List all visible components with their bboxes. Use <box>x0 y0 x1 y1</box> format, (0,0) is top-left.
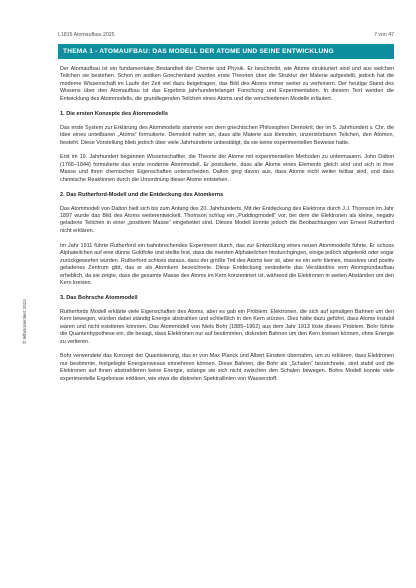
section-2-paragraph-1: Das Atommodell von Dalton hielt sich bis zum Anfang des 20. Jahrhunderts. Mit der Entdeckung des Elektrons durch J.J. Thomson im Jahr 1897 wurde das Bild des Atoms weiterentwickelt. Thomson schlug ein „Puddingmodell“ vor, bei dem die Elektronen als kleine, negativ geladene Teilchen in einer „positiven Masse“ eingebettet sind. Dieses Modell konnte jedoch die Beobachtungen von Ernest Rutherford nicht erklären. <box>60 205 394 234</box>
intro-paragraph: Der Atomaufbau ist ein fundamentaler Bestandteil der Chemie und Physik. Er beschreibt, wie Atome strukturiert sind und aus welchen Teilchen sie bestehen. Schon im antiken Griechenland wurden erste Theorien über die Struktur der Materie aufgestellt, jedoch hat die moderne Wissenschaft im Laufe der Zeit viel dazu beigetragen, das Bild des Atoms immer weiter zu verfeinern. Der heutige Stand des Wissens über den Atomaufbau ist das Ergebnis jahrhundertelanger Forschung und Experimentation. In diesem Text werden die Entwicklung des Atommodells, die grundlegenden Teilchen eines Atoms und die verschiedenen Modelle erläutert. <box>60 66 394 102</box>
section-heading-2: 2. Das Rutherford-Modell und die Entdeckung des Atomkerns <box>60 191 224 198</box>
page-number: 7 von 47 <box>374 32 394 38</box>
section-2-paragraph-2: Im Jahr 1911 führte Rutherford ein bahnbrechendes Experiment durch, das zur Entwicklung eines neuen Atommodells führte. Er schoss Alphateilchen auf eine dünne Goldfolie und stellte fest, dass die meisten Alphateilchen hindurchgingen, einige jedoch abgelenkt oder sogar zurückgeworfen wurden. Rutherford schloss daraus, dass der größte Teil des Atoms leer ist, aber es ein sehr kleines, massives und positiv geladenes Zentrum gibt, das er als Atomkern bezeichnete. Diese Entdeckung veränderte das Verständnis vom Atomgrundaufbau erheblich, da sie zeigte, dass die gesamte Masse des Atoms im Kern konzentriert ist, während die Elektronen in weiten Abständen um den Kern kreisen. <box>60 242 394 286</box>
header-document-title: L1815 Atomaufbau 2025 <box>58 32 115 38</box>
section-3-paragraph-2: Bohr verwendete das Konzept der Quantisierung, das er von Max Planck und Albert Einstein übernahm, um zu erklären, dass Elektronen nur bestimmte, festgelegte Energieniveaus einnehmen können. Diese Bahnen, die Bohr als „Schalen“ bezeichnete, sind stabil und die Elektronen auf ihnen abstrahlieren keine Energie, solange sie sich nicht zwischen den Schalen bewegen. Bohrs Modell konnte viele experimentelle Ergebnisse erklären, wie etwa die diskreten Spektrallinien von Wasserstoff. <box>60 353 394 382</box>
page-header <box>58 32 394 41</box>
copyright-sidebar <box>22 254 30 344</box>
chapter-title: THEMA 1 - ATOMAUFBAU: DAS MODELL DER ATOME UND SEINE ENTWICKLUNG <box>63 48 334 55</box>
section-heading-3: 3. Das Bohrsche Atommodell <box>60 294 138 301</box>
section-3-paragraph-1: Rutherfords Modell erklärte viele Eigenschaften des Atoms, aber es gab ein Problem: Elektronen, die sich auf spiraligen Bahnen um den Kern bewegen, würden dabei ständig Energie abstrahlen und schließlich in den Kern stürzen. Dies hätte dazu geführt, dass Atome instabil wären und nicht existieren könnten. Das Atommodell von Niels Bohr (1885–1962) aus dem Jahr 1913 löste dieses Problem. Bohr führte die Quantenhypothese ein, die besagt, dass Elektronen nur auf bestimmten, diskreten Bahnen um den Kern kreisen können, ohne Energie zu verlieren. <box>60 308 394 345</box>
section-heading-1: 1. Die ersten Konzepte des Atommodells <box>60 110 168 117</box>
copyright-text: © lelbstorientiert 2024 <box>22 299 27 344</box>
section-1-paragraph-1: Das erste System zur Erklärung des Atommodells stammte von dem griechischen Philosophen Demokrit, der im 5. Jahrhundert v. Chr. die Idee eines unteilbaren „Atoms“ formulierte. Demokrit nahm an, dass alle Materie aus kleinsten, unzerstörbaren Teilchen, den Atomen, besteht. Diese Vorstellung blieb jedoch über viele Jahrhunderte unbestätigt, da sie keine experimentellen Beweise hatte. <box>60 124 394 146</box>
document-body <box>60 66 394 568</box>
section-1-paragraph-2: Erst im 19. Jahrhundert begannen Wissenschaftler, die Theorie der Atome mit experimentellen Methoden zu untermauern. John Dalton (1766–1844) formulierte das erste moderne Atommodell. Er postulierte, dass alle Atome eines Elements gleich sind und sich in ihrer Masse und ihren chemischen Eigenschaften unterscheiden. Dalton ging davon aus, dass Atome nicht weiter teilbar sind, und dass chemische Reaktionen durch die Umordnung dieser Atome entstehen. <box>60 154 394 183</box>
chapter-banner <box>58 44 394 59</box>
